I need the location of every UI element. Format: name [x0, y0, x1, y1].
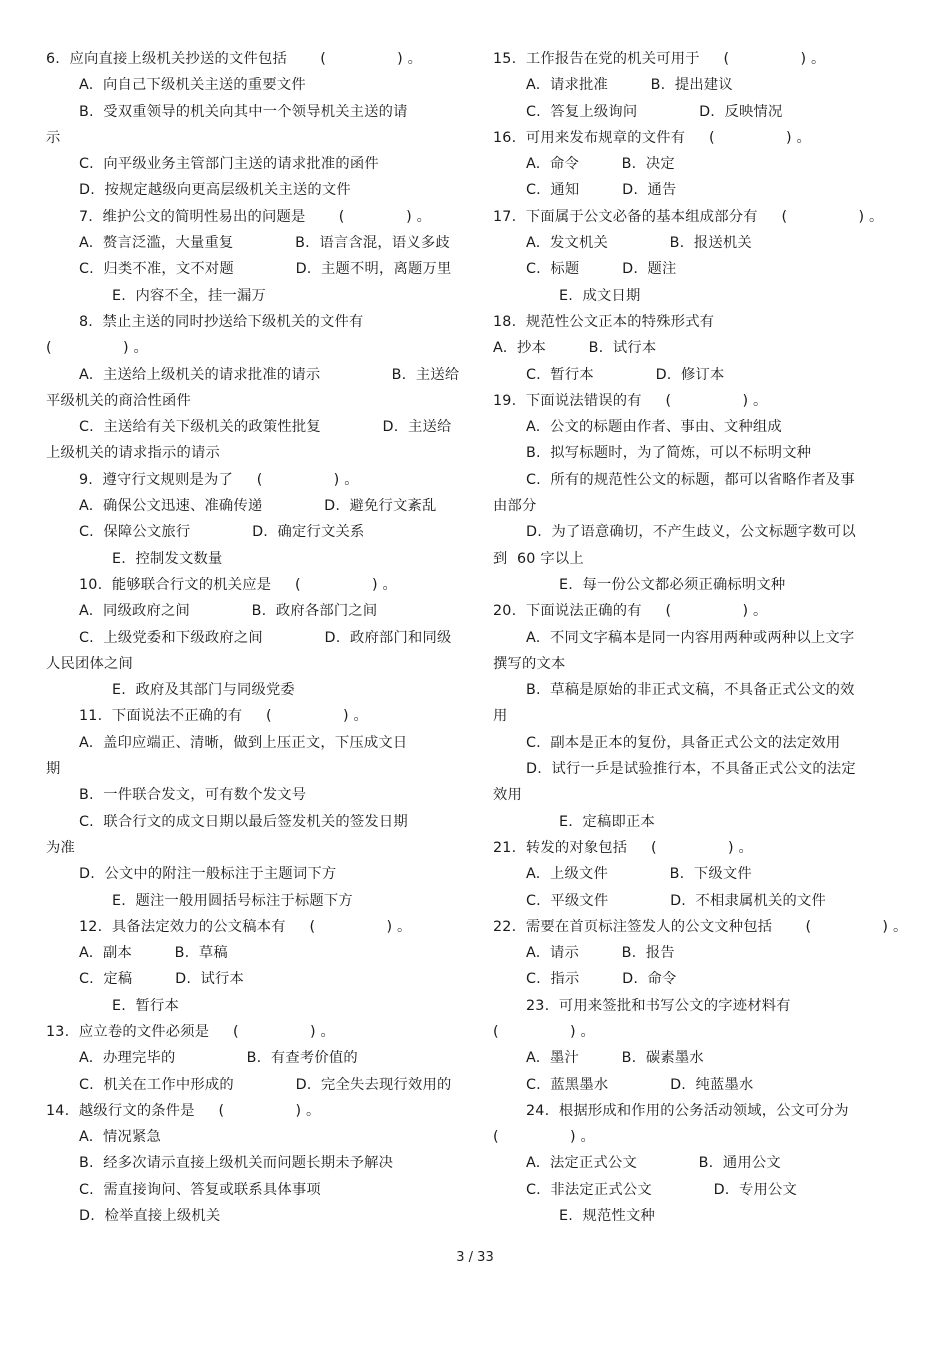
text-line: 8. 禁止主送的同时抄送给下级机关的文件有: [79, 313, 364, 330]
text-line: A. 公文的标题由作者、事由、文种组成: [526, 419, 782, 436]
text-line: A. 不同文字稿本是同一内容用两种或两种以上文字: [526, 629, 855, 646]
text-line: A. 请求批准 B. 提出建议: [526, 77, 733, 94]
text-line: A. 发文机关 B. 报送机关: [526, 235, 752, 252]
text-line: A. 主送给上级机关的请求批准的请示 B. 主送给: [79, 366, 460, 383]
text-line: D. 检举直接上级机关: [79, 1208, 221, 1225]
text-line: 11. 下面说法不正确的有 ( ) 。: [79, 708, 368, 725]
text-line: C. 向平级业务主管部门主送的请求批准的函件: [79, 156, 379, 173]
text-line: E. 内容不全，挂一漏万: [112, 287, 266, 304]
text-line: 人民团体之间: [46, 655, 133, 672]
text-line: E. 暂行本: [112, 997, 179, 1014]
text-line: 10. 能够联合行文的机关应是 ( ) 。: [79, 576, 397, 593]
text-line: E. 控制发文数量: [112, 550, 223, 567]
text-line: 效用: [493, 787, 522, 804]
text-line: D. 公文中的附注一般标注于主题词下方: [79, 866, 337, 883]
text-line: A. 确保公文迅速、准确传递 D. 避免行文紊乱: [79, 498, 437, 515]
text-line: A. 副本 B. 草稿: [79, 945, 228, 962]
text-line: 12. 具备法定效力的公文稿本有 ( ) 。: [79, 918, 412, 935]
text-line: 用: [493, 708, 508, 725]
text-line: E. 每一份公文都必须正确标明文种: [559, 576, 786, 593]
text-line: A. 同级政府之间 B. 政府各部门之间: [79, 603, 378, 620]
text-line: A. 向自己下级机关主送的重要文件: [79, 77, 306, 94]
text-line: D. 为了语意确切，不产生歧义，公文标题字数可以: [526, 524, 856, 541]
text-line: B. 经多次请示直接上级机关而问题长期未予解决: [79, 1155, 394, 1172]
text-line: B. 拟写标题时，为了简炼，可以不标明文种: [526, 445, 812, 462]
text-line: C. 平级文件 D. 不相隶属机关的文件: [526, 892, 826, 909]
text-line: E. 定稿即正本: [559, 813, 655, 830]
text-line: 撰写的文本: [493, 655, 566, 672]
text-line: C. 定稿 D. 试行本: [79, 971, 245, 988]
text-line: A. 命令 B. 决定: [526, 156, 675, 173]
text-line: A. 赘言泛滥，大量重复 B. 语言含混，语义多歧: [79, 235, 450, 252]
text-line: 6. 应向直接上级机关抄送的文件包括 ( ) 。: [46, 51, 423, 67]
text-line: C. 副本是正本的复份，具备正式公文的法定效用: [526, 734, 841, 751]
text-line: 7. 维护公文的简明性易出的问题是 ( ) 。: [79, 208, 432, 225]
text-line: C. 标题 D. 题注: [526, 261, 677, 278]
text-line: 24. 根据形成和作用的公务活动领域，公文可分为: [526, 1102, 849, 1119]
text-line: C. 通知 D. 通告: [526, 182, 677, 199]
text-line: B. 一件联合发文，可有数个发文号: [79, 787, 307, 804]
text-line: C. 非法定正式公文 D. 专用公文: [526, 1181, 798, 1198]
text-line: 为准: [46, 839, 75, 856]
text-line: C. 联合行文的成文日期以最后签发机关的签发日期: [79, 813, 408, 830]
text-line: 上级机关的请求指示的请示: [46, 445, 220, 462]
text-line: 18. 规范性公文正本的特殊形式有: [493, 313, 715, 330]
text-line: 19. 下面说法错误的有 ( ) 。: [493, 392, 768, 409]
text-line: E. 规范性文种: [559, 1208, 655, 1225]
text-line: A. 情况紧急: [79, 1129, 161, 1146]
text-line: C. 蓝黑墨水 D. 纯蓝墨水: [526, 1076, 754, 1093]
text-line: 示: [46, 129, 61, 146]
text-line: C. 需直接询问、答复或联系具体事项: [79, 1181, 321, 1198]
text-line: A. 法定正式公文 B. 通用公文: [526, 1155, 781, 1172]
text-line: C. 主送给有关下级机关的政策性批复 D. 主送给: [79, 419, 452, 436]
text-line: C. 上级党委和下级政府之间 D. 政府部门和同级: [79, 629, 452, 646]
text-line: E. 政府及其部门与同级党委: [112, 682, 295, 699]
text-line: A. 墨汁 B. 碳素墨水: [526, 1050, 704, 1067]
text-line: D. 试行一乒是试验推行本，不具备正式公文的法定: [526, 761, 856, 778]
text-line: 14. 越级行文的条件是 ( ) 。: [46, 1102, 321, 1119]
text-line: A. 抄本 B. 试行本: [493, 340, 657, 357]
text-line: 9. 遵守行文规则是为了 ( ) 。: [79, 471, 359, 488]
text-line: 22. 需要在首页标注签发人的公文文种包括 ( ) 。: [493, 918, 908, 935]
text-line: D. 按规定越级向更高层级机关主送的文件: [79, 182, 351, 199]
text-line: 20. 下面说法正确的有 ( ) 。: [493, 603, 768, 620]
text-line: C. 暂行本 D. 修订本: [526, 366, 725, 383]
text-line: 期: [46, 761, 61, 778]
text-line: E. 题注一般用圆括号标注于标题下方: [112, 892, 353, 909]
right-column: [493, 46, 913, 1229]
text-line: 平级机关的商洽性函件: [46, 392, 191, 409]
text-line: 23. 可用来签批和书写公文的字迹材料有: [526, 997, 791, 1014]
page-number: 3 / 33: [456, 1250, 494, 1265]
text-line: ( ) 。: [493, 1129, 595, 1146]
text-line: 由部分: [493, 498, 537, 515]
text-line: E. 成文日期: [559, 287, 641, 304]
left-column: [46, 46, 464, 1229]
text-line: 21. 转发的对象包括 ( ) 。: [493, 839, 753, 856]
text-line: C. 指示 D. 命令: [526, 971, 677, 988]
text-line: C. 所有的规范性公文的标题，都可以省略作者及事: [526, 471, 855, 488]
text-line: 15. 工作报告在党的机关可用于 ( ) 。: [493, 51, 826, 67]
text-line: A. 办理完毕的 B. 有查考价值的: [79, 1050, 358, 1067]
text-line: C. 归类不准，文不对题 D. 主题不明，离题万里: [79, 261, 452, 278]
text-line: A. 请示 B. 报告: [526, 945, 675, 962]
text-line: 13. 应立卷的文件必须是 ( ) 。: [46, 1023, 335, 1040]
text-line: A. 盖印应端正、清晰，做到上压正文，下压成文日: [79, 734, 408, 751]
text-line: C. 保障公文旅行 D. 确定行文关系: [79, 524, 365, 541]
text-line: ( ) 。: [493, 1023, 595, 1040]
text-line: ( ) 。: [46, 340, 148, 357]
text-line: B. 草稿是原始的非正式文稿，不具备正式公文的效: [526, 682, 855, 699]
text-line: 16. 可用来发布规章的文件有 ( ) 。: [493, 129, 811, 146]
text-line: 到 60 字以上: [493, 550, 584, 567]
text-line: B. 受双重领导的机关向其中一个领导机关主送的请: [79, 103, 408, 120]
text-line: C. 答复上级询问 D. 反映情况: [526, 103, 783, 120]
text-line: 17. 下面属于公文必备的基本组成部分有 ( ) 。: [493, 208, 884, 225]
text-line: A. 上级文件 B. 下级文件: [526, 866, 752, 883]
text-line: C. 机关在工作中形成的 D. 完全失去现行效用的: [79, 1076, 452, 1093]
